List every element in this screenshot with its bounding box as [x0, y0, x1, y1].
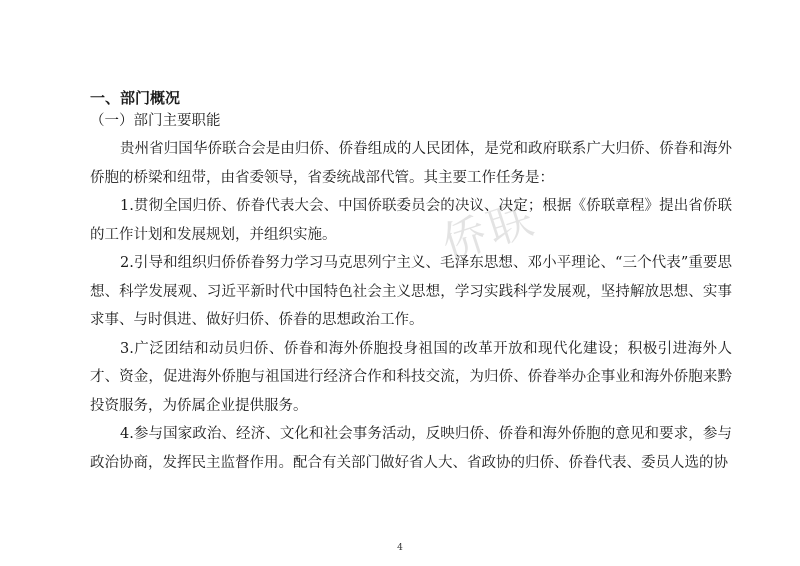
paragraph-item-1: 1.贯彻全国归侨、侨眷代表大会、中国侨联委员会的决议、决定；根据《侨联章程》提出省侨联的工作计划和发展规划，并组织实施。: [90, 198, 732, 243]
section-heading: 一、部门概况: [90, 89, 181, 107]
body-text: [90, 135, 732, 477]
section-subheading: （一）部门主要职能: [90, 113, 221, 129]
paragraph-item-2: 2.引导和组织归侨侨眷努力学习马克思列宁主义、毛泽东思想、邓小平理论、“三个代表”重要思想、科学发展观、习近平新时代中国特色社会主义思想，学习实践科学发展观，坚持解放思想、实事求事、与时俱进、做好归侨、侨眷的思想政治工作。: [90, 255, 732, 328]
page-number: 4: [397, 543, 403, 553]
watermark: 侨联: [435, 192, 543, 271]
paragraph-intro: 贵州省归国华侨联合会是由归侨、侨眷组成的人民团体，是党和政府联系广大归侨、侨眷和海外侨胞的桥梁和纽带，由省委领导，省委统战部代管。其主要工作任务是：: [90, 141, 732, 186]
paragraph-item-3: 3.广泛团结和动员归侨、侨眷和海外侨胞投身祖国的改革开放和现代化建设；积极引进海外人才、资金，促进海外侨胞与祖国进行经济合作和科技交流，为归侨、侨眷举办企事业和海外侨胞来黔投资服务，为侨属企业提供服务。: [90, 340, 732, 414]
paragraph-item-4: 4.参与国家政治、经济、文化和社会事务活动，反映归侨、侨眷和海外侨胞的意见和要求，参与政治协商，发挥民主监督作用。配合有关部门做好省人大、省政协的归侨、侨眷代表、委员人选的协: [90, 426, 732, 471]
